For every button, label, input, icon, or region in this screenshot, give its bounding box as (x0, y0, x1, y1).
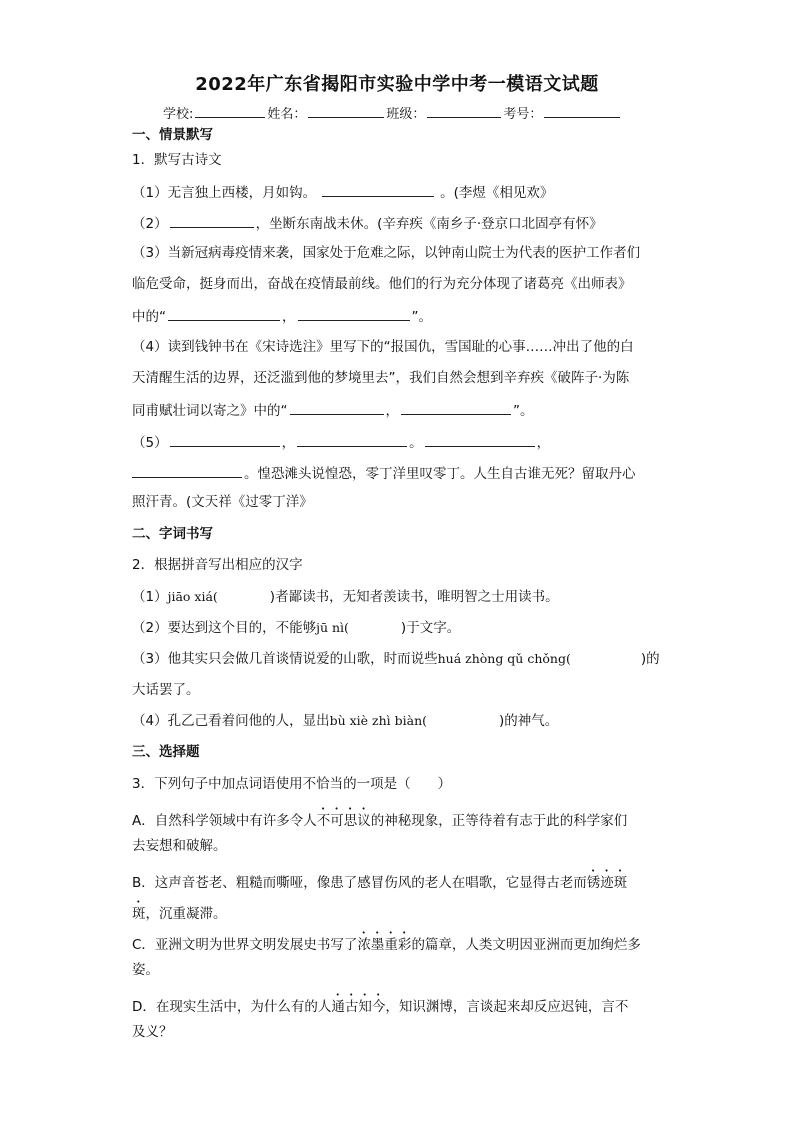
q1-p4-blank-2[interactable] (401, 399, 511, 415)
q1-p3-blank-2[interactable] (298, 305, 410, 321)
school-blank[interactable] (195, 103, 265, 118)
q1-p2-label: （2） (132, 216, 168, 232)
q1-p3-blank-1[interactable] (168, 305, 280, 321)
option-a-line-1[interactable] (132, 805, 627, 831)
question-1-part-4-line-3 (132, 399, 534, 421)
q1-p3-open: 中的“ (132, 309, 166, 325)
option-a-text-2: 的神秘现象，正等待着有志于此的科学家们 (370, 813, 628, 829)
question-3-stem: 3．下列句子中加点词语使用不恰当的一项是（ ） (132, 776, 452, 792)
q1-p1-source: 。(李煜《相见欢》 (440, 185, 554, 201)
question-1-part-5-line-2 (132, 462, 636, 484)
q2-p3-text: （3）他其实只会做几首谈情说爱的山歌，时而说些 (132, 651, 438, 667)
option-b-dotted-word-2: 斑 (132, 906, 146, 922)
q1-p4-comma: ， (385, 403, 399, 419)
option-b-text-1: B．这声音苍老、粗糙而嘶哑，像患了感冒伤风的老人在唱歌，它显得古老而 (132, 875, 587, 891)
class-label: 班级： (386, 107, 426, 122)
exam-title: 2022年广东省揭阳市实验中学中考一模语文试题 (195, 74, 599, 95)
q1-p5-comma-2: ， (536, 435, 551, 451)
section-heading-1: 一、情景默写 (132, 127, 213, 143)
question-1-part-1 (132, 181, 553, 203)
q2-p4-tail: )的神气。 (499, 713, 559, 729)
q1-p1-text: （1）无言独上西楼，月如钩。 (132, 185, 317, 201)
option-c-dotted-word: 浓墨重彩 (357, 937, 412, 953)
q1-p5-period: 。 (409, 435, 423, 451)
question-1-part-3-line-3 (132, 305, 432, 327)
option-c-text-1: C．亚洲文明为世界文明发展史书写了 (132, 937, 358, 953)
option-a-text-1: A．自然科学领域中有许多令人 (132, 813, 317, 829)
q1-p5-blank-2[interactable] (297, 431, 407, 447)
question-2-part-4 (132, 711, 558, 731)
option-d-line-2: 及义？ (132, 1024, 173, 1040)
q1-p5-blank-1[interactable] (170, 431, 280, 447)
q2-p3-tail: )的 (640, 651, 660, 667)
option-d-text-2: ，知识渊博，言谈起来却反应迟钝，言不 (385, 999, 629, 1015)
question-1-part-5-line-3: 照汗青。(文天祥《过零丁洋》 (132, 494, 313, 510)
q1-p2-blank[interactable] (170, 212, 254, 228)
question-2-part-3-line-1 (132, 649, 660, 669)
school-label: 学校: (163, 107, 194, 122)
question-1-stem: 1．默写古诗文 (132, 152, 222, 168)
name-blank[interactable] (308, 103, 384, 118)
option-d-line-1[interactable] (132, 991, 628, 1017)
q1-p2-text: ，坐断东南战未休。(辛弃疾《南乡子·登京口北固亭有怀》 (255, 216, 603, 232)
student-info-row (163, 103, 622, 122)
option-b-dotted-word-1: 锈迹斑 (586, 875, 628, 891)
q2-p4-text: （4）孔乙己看着问他的人，显出 (132, 713, 330, 729)
name-label: 姓名： (267, 107, 307, 122)
section-heading-3: 三、选择题 (132, 744, 200, 760)
question-1-part-4-line-2: 天清醒生活的边界，还泛滥到他的梦境里去”，我们自然会想到辛弃疾《破阵子·为陈 (132, 370, 630, 386)
option-b-line-1[interactable] (132, 867, 627, 893)
q1-p5-blank-4[interactable] (132, 462, 242, 478)
class-blank[interactable] (427, 103, 501, 118)
question-2-stem: 2．根据拼音写出相应的汉字 (132, 557, 303, 573)
q2-p2-pinyin: jū nì( (316, 620, 349, 635)
q1-p5-text: 。惶恐滩头说惶恐，零丁洋里叹零丁。人生自古谁无死？留取丹心 (244, 466, 636, 482)
q1-p4-close: ”。 (513, 403, 534, 419)
option-c-line-2: 姿。 (132, 962, 159, 978)
q2-p2-text: （2）要达到这个目的，不能够 (132, 620, 317, 636)
q1-p3-comma: ， (282, 309, 296, 325)
q1-p5-blank-3[interactable] (425, 431, 535, 447)
option-d-text-1: D．在现实生活中，为什么有的人 (132, 999, 332, 1015)
question-1-part-3-line-1: （3）当新冠病毒疫情来袭，国家处于危难之际，以钟南山院士为代表的医护工作者们 (132, 245, 641, 261)
q2-p2-tail: )于文字。 (400, 620, 461, 636)
question-1-part-4-line-1: （4）读到钱钟书在《宋诗选注》里写下的“报国仇，雪国耻的心事……冲出了他的白 (132, 339, 634, 355)
option-a-dotted-word: 不可思议 (316, 813, 371, 829)
option-b-line-2 (132, 898, 227, 924)
number-label: 考号： (503, 107, 543, 122)
q1-p1-blank[interactable] (322, 181, 434, 197)
question-2-part-3-line-2: 大话罢了。 (132, 682, 200, 698)
question-2-part-1 (132, 587, 559, 607)
q1-p4-open: 同甫赋壮词以寄之》中的“ (132, 403, 288, 419)
option-c-line-1[interactable] (132, 929, 641, 955)
question-1-part-3-line-2: 临危受命，挺身而出，奋战在疫情最前线。他们的行为充分体现了诸葛亮《出师表》 (132, 276, 632, 292)
option-b-text-2: ，沉重凝滞。 (145, 906, 227, 922)
section-heading-2: 二、字词书写 (132, 526, 213, 542)
q1-p4-blank-1[interactable] (290, 399, 384, 415)
question-1-part-5-line-1 (132, 431, 550, 453)
q2-p1-text: )者鄙读书，无知者羡读书，唯明智之士用读书。 (269, 589, 559, 605)
q1-p5-comma-1: ， (281, 435, 296, 451)
option-a-line-2: 去妄想和破解。 (132, 838, 227, 854)
option-c-text-2: 的篇章，人类文明因亚洲而更加绚烂多 (411, 937, 641, 953)
question-1-part-2 (132, 212, 603, 234)
q2-p1-label: （1） (132, 589, 168, 605)
question-2-part-2 (132, 618, 460, 638)
q2-p3-pinyin: huá zhòng qǔ chǒng( (437, 651, 571, 666)
q2-p1-pinyin: jiāo xiá( (167, 589, 218, 604)
q1-p3-close: ”。 (411, 309, 432, 325)
option-d-dotted-word: 通古知今 (331, 999, 386, 1015)
q1-p5-label: （5） (132, 435, 168, 451)
q2-p4-pinyin: bù xiè zhì biàn( (329, 713, 428, 728)
number-blank[interactable] (544, 103, 620, 118)
